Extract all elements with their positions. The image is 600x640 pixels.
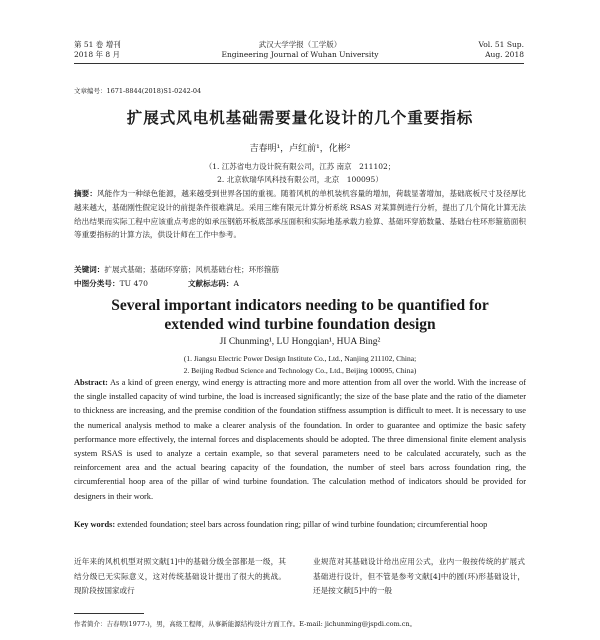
keywords-en-text: extended foundation; steel bars across foundation ring; pillar of wind turbine foundation; circumferential hoop xyxy=(117,520,488,529)
abstract-cn xyxy=(74,187,526,242)
doc-code-label: 文献标志码： xyxy=(187,279,234,288)
keywords-en xyxy=(74,518,526,532)
author-footnote: 作者简介：吉春明(1977-)，男，高级工程师，从事新能源结构设计方面工作。E-mail: jichunming@jspdi.com.cn。 xyxy=(74,620,417,628)
affiliation-cn-1: （1. 江苏省电力设计院有限公司，江苏 南京 211102； xyxy=(204,162,396,171)
affiliation-cn-2: 2. 北京软瑞华风科技有限公司，北京 100095） xyxy=(217,175,383,184)
volume-en: Vol. 51 Sup. xyxy=(478,40,524,49)
doc-code-value: A xyxy=(233,279,239,288)
class-label: 中图分类号： xyxy=(74,279,120,288)
affiliations-en xyxy=(0,353,600,377)
volume-cn: 第 51 卷 增刊 xyxy=(74,40,121,49)
abstract-en xyxy=(74,376,526,504)
abstract-en-text: As a kind of green energy, wind energy is attracting more and more attention from all over the world. With the increase of the single installed capacity of wind turbine, the load is increased significantly; the size of the base plate and the ratio of the diameter to thickness are increasing, and the premise condition of the foundation stiffness assumption is difficult to meet. It is necessary to use the numerical analysis method to make a clearer analysis of the foundation. In order to guarantee and optimize the basic safety performance more effectively, the internal forces and displacements should be adopted. The three dimensional finite element analysis system RSAS is used to analyze a certain example, so that several parameters need to be calculated accurately, such as the reinforcement area and the actual bearing capacity of the foundation, the number of steel bars across foundation ring, the circumferential hoop area of the pillar of wind turbine foundation. The calculation method of indicators should be provided for designers in their work. xyxy=(74,378,526,501)
class-value: TU 470 xyxy=(119,279,148,288)
keywords-cn-text: 扩展式基础；基础环穿筋；风机基础台柱；环形箍筋 xyxy=(104,265,280,274)
abstract-cn-text: 风能作为一种绿色能源，越来越受到世界各国的重视。随着风机的单机装机容量的增加，荷载显著增加，基础底板尺寸及径厚比越来越大，基础刚性假定设计的前提条件很难满足。采用三维有限元计算分析系统 RSAS 对某算例进行分析，提出了几个简化计算无法给出结果而实际工程中应该重点考虑的如承压钢筋环板底部承压面积和实际地基承载力验算、基础环穿筋数量、基础台柱环形箍筋面积等重要指标的计算方法，供设计师在工作中参考。 xyxy=(74,189,527,240)
title-en-line-2: extended wind turbine foundation design xyxy=(164,316,436,333)
title-cn: 扩展式风电机基础需要量化设计的几个重要指标 xyxy=(126,109,474,127)
keywords-en-label: Key words: xyxy=(74,520,116,529)
article-number: 文章编号：1671-8844(2018)S1-0242-04 xyxy=(74,87,202,95)
keywords-cn xyxy=(74,264,279,275)
body-column-left: 近年来的风机机型对照文献[1]中的基础分级全部都是一级，其结分级已无实际意义，这对传统基础设计提出了很大的挑战。现阶段按国家或行 xyxy=(74,557,286,596)
keywords-cn-label: 关键词： xyxy=(74,265,105,274)
journal-name-en: Engineering Journal of Wuhan University xyxy=(221,50,379,59)
body-column-right: 业规范对其基础设计给出应用公式，业内一般按传统的扩展式基础进行设计，但不管是参考文献[4]中的圆(环)形基础设计，还是按文献[5]中的一般 xyxy=(313,557,525,596)
affiliation-en-1: (1. Jiangsu Electric Power Design Institute Co., Ltd., Nanjing 211102, China; xyxy=(183,354,417,363)
authors-cn: 吉春明¹，卢红前¹，化彬² xyxy=(249,144,351,154)
abstract-cn-label: 摘要： xyxy=(74,189,97,198)
header-divider xyxy=(74,63,524,64)
date-en: Aug. 2018 xyxy=(485,50,524,59)
date-cn: 2018 年 8 月 xyxy=(74,50,121,59)
classification-cn xyxy=(74,278,239,289)
affiliation-en-2: 2. Beijing Redbud Science and Technology Co., Ltd., Beijing 100095, China) xyxy=(183,366,417,375)
affiliations-cn xyxy=(0,160,600,186)
abstract-en-label: Abstract: xyxy=(74,378,108,387)
footnote-divider xyxy=(74,613,144,614)
title-en xyxy=(0,296,600,334)
title-en-line-1: Several important indicators needing to be quantified for xyxy=(111,297,489,314)
header-right xyxy=(479,40,525,60)
authors-en: JI Chunming¹, LU Hongqian¹, HUA Bing² xyxy=(219,337,381,347)
journal-name-cn: 武汉大学学报（工学版） xyxy=(258,40,342,49)
